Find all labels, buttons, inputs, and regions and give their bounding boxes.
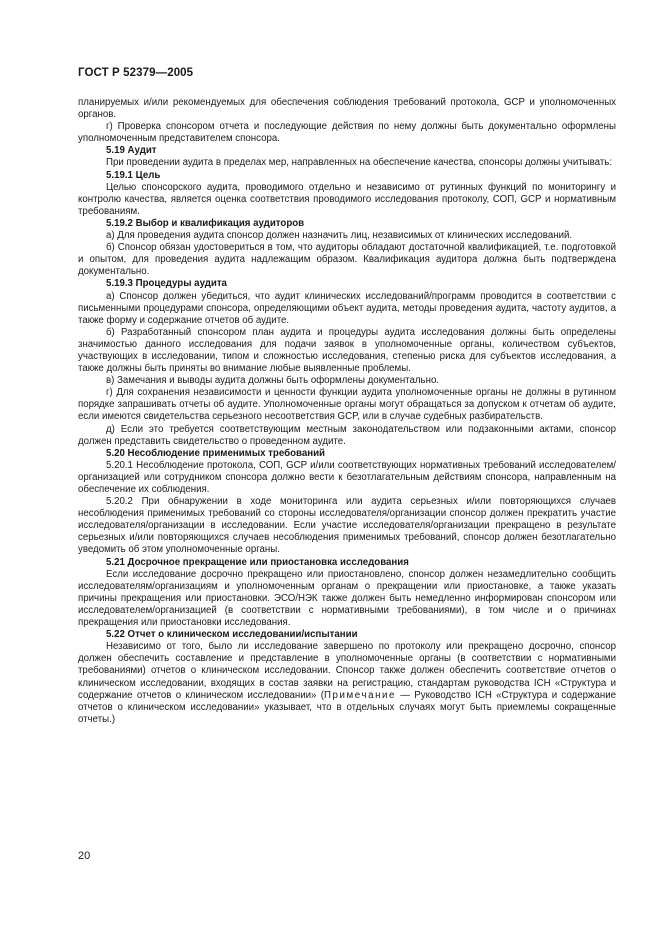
section-heading: 5.20 Несоблюдение применимых требований	[106, 447, 325, 459]
section-heading: 5.19.2 Выбор и квалификация аудиторов	[106, 217, 305, 229]
paragraph: 5.20.2 При обнаружении в ходе мониторинга или аудита серьезных и/или повторяющихся случаев несоблюдения применимых требований со стороны исследователя/организации спонсор должен прекратить участие исследователя/организации в исследовании. Если участие исследователя/организации прекращено в результате серьезных и/или повторяющихся случаев несоблюдения применимых требований, спонсор должен безотлагательно уведомить об этом уполномоченные органы.	[78, 496, 616, 556]
section-heading: 5.19 Аудит	[106, 145, 157, 157]
section-heading: 5.22 Отчет о клиническом исследовании/испытании	[106, 629, 358, 641]
paragraph: д) Если это требуется соответствующим местным законодательством или подзаконными актами, спонсор должен представить свидетельство о проведенном аудите.	[78, 423, 616, 447]
standard-header: ГОСТ Р 52379—2005	[78, 67, 194, 79]
paragraph: в) Замечания и выводы аудита должны быть оформлены документально.	[106, 375, 440, 387]
page-number: 20	[78, 850, 91, 862]
document-body	[78, 97, 616, 726]
paragraph: 5.20.1 Несоблюдение протокола, СОП, GCP и/или соответствующих нормативных требований исследователем/организацией или сотрудником спонсора должно вести к безотлагательным действиям спонсора, направленным на обеспечение их соблюдения.	[78, 459, 616, 495]
paragraph: При проведении аудита в пределах мер, направленных на обеспечение качества, спонсоры должны учитывать:	[106, 157, 613, 169]
paragraph: а) Для проведения аудита спонсор должен назначить лиц, независимых от клинических исследований.	[106, 230, 573, 242]
note-label: Примечание	[323, 689, 397, 701]
section-heading: 5.19.3 Процедуры аудита	[106, 278, 227, 290]
paragraph: а) Спонсор должен убедиться, что аудит клинических исследований/программ проводится в соответствии с письменными процедурами спонсора, определяющими объект аудита, методы проведения аудита, частоту аудитов, а также форму и содержание отчетов об аудите.	[78, 290, 616, 326]
paragraph: б) Разработанный спонсором план аудита и процедуры аудита исследования должны быть определены значимостью данного исследования для подачи заявок в уполномоченные органы, количеством субъектов, участвующих в исследовании, типом и сложностью исследования, степенью риска для субъектов исследования, а также должны быть приняты во внимание любые выявленные проблемы.	[78, 326, 616, 375]
paragraph	[78, 641, 616, 726]
paragraph-text: Независимо от того, было ли исследование завершено по протоколу или прекращено досрочно, спонсор должен обеспечить составление и представление в уполномоченные органы (в соответствии с нормативными требованиями) отчетов о клиническом исследовании. Спонсор также должен обеспечить соответствие отчетов о клиническом исследовании, входящих в состав заявки на регистрацию, стандартам руководства ICH «Структура и содержание отчетов о клиническом исследовании» (	[78, 641, 616, 701]
paragraph: б) Спонсор обязан удостовериться в том, что аудиторы обладают достаточной квалификацией, т.е. подготовкой и опытом, для проведения аудита надлежащим образом. Квалификация аудитора должна быть подтверждена документально.	[78, 242, 616, 278]
paragraph: г) Проверка спонсором отчета и последующие действия по нему должны быть документально оформлены уполномоченным представителем спонсора.	[78, 121, 616, 145]
paragraph: Если исследование досрочно прекращено или приостановлено, спонсор должен незамедлительно сообщить исследователям/организациям и уполномоченным органам о прекращении или приостановке, а также указать причины прекращения или приостановки. ЭСО/НЭК также должен быть немедленно информирован спонсором или исследователем/организацией (в соответствии с нормативными требованиями), в том числе и о причинах прекращения или приостановки исследования.	[78, 568, 616, 629]
paragraph: г) Для сохранения независимости и ценности функции аудита уполномоченные органы не должны в рутинном порядке запрашивать отчеты об аудите. Уполномоченные органы могут обращаться за допуском к отчетам об аудите, если имеются свидетельства серьезного несоответствия GCP, или в случае судебных разбирательств.	[78, 387, 616, 423]
note-text: — Руководство ICH «Структура и содержание отчетов о клиническом исследовании» указывает, что в отдельных случаях могут быть приемлемы сокращенные отчеты.)	[78, 689, 616, 725]
paragraph-continuation: планируемых и/или рекомендуемых для обеспечения соблюдения требований протокола, GCP и уполномоченных органов.	[78, 97, 616, 121]
section-heading: 5.19.1 Цель	[106, 169, 161, 181]
paragraph: Целью спонсорского аудита, проводимого отдельно и независимо от рутинных функций по мониторингу и контролю качества, является оценка соответствия проводимого исследования протоколу, СОП, GCP и нормативным требованиям.	[78, 181, 616, 217]
section-heading: 5.21 Досрочное прекращение или приостановка исследования	[106, 556, 409, 568]
